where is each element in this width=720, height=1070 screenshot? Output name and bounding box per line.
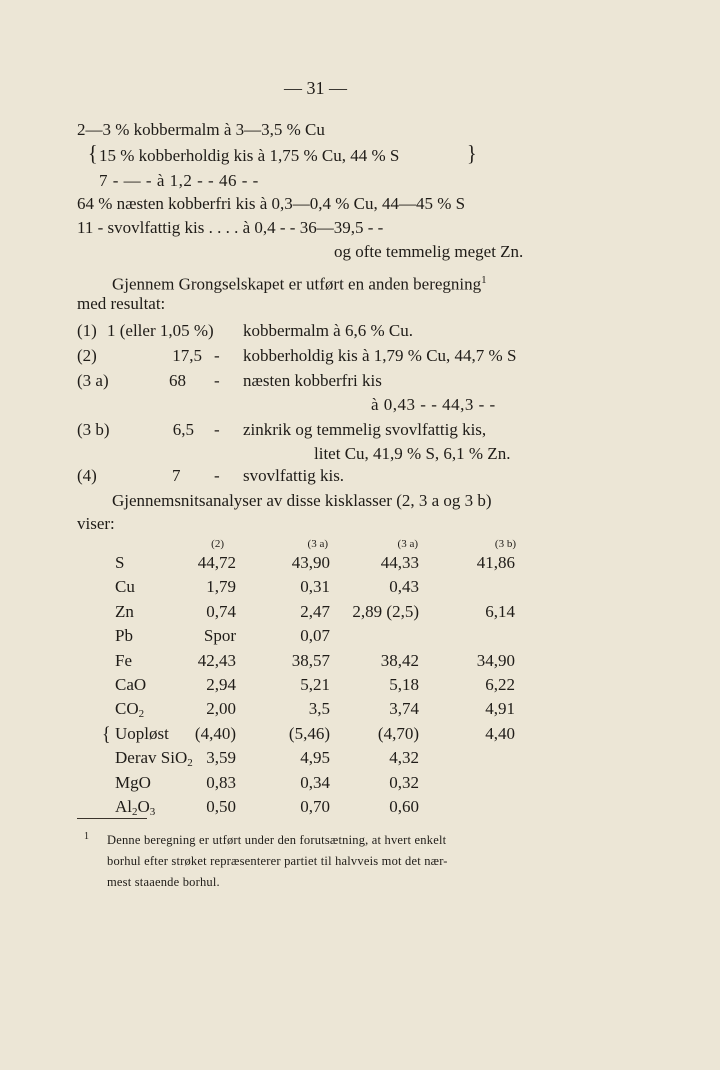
table-cell: 4,91 [485,699,515,719]
element-text: S [115,553,125,572]
paragraph-1-text: Gjennem Grongselskapet er utført en anden beregning [112,274,482,294]
column-header: (3 a) [397,538,418,550]
table-cell: 4,32 [389,748,419,768]
element-text: Derav SiO [115,748,188,768]
result-desc: kobberholdig kis à 1,79 % Cu, 44,7 % S [243,346,517,365]
table-cell: 2,89 (2,5) [352,601,419,621]
result-amount: 6,5 [172,420,194,439]
table-cell: 0,74 [206,601,236,621]
footnote-line-2: borhul efter strøket repræsenterer partiet til halvveis mot det nær- [107,854,448,868]
result-desc: kobbermalm à 6,6 % Cu. [243,321,413,340]
footnote-line-3: mest staaende borhul. [107,875,220,889]
result-num: (4) [77,466,97,485]
result-num: (3 b) [77,420,110,439]
ore-line-6: og ofte temmelig meget Zn. [334,242,524,261]
table-cell: 44,72 [197,553,236,572]
table-cell: Spor [203,626,236,646]
brace-left-icon: { [102,723,111,745]
ore-line-5: 11 - svovlfattig kis . . . . à 0,4 - - 36—39,5 - - [77,218,384,237]
element-text: CO [115,699,139,719]
element-text: Uopløst [115,723,169,743]
result-num: (2) [77,346,97,365]
element-text: MgO [115,772,151,792]
table-cell: (5,46) [288,723,330,743]
table-cell: 4,95 [300,748,330,768]
element-subscript: 2 [132,806,138,818]
result-amount: 1 (eller 1,05 %) [107,321,214,340]
table-cell: 0,43 [389,577,419,597]
table-cell: 38,57 [291,650,330,670]
element-text: Cu [115,577,135,597]
element-text: Pb [115,626,133,646]
footnote-marker: 1 [481,274,487,286]
ore-line-3: 7 - — - à 1,2 - - 46 - - [99,171,259,190]
table-cell: 0,34 [300,772,330,792]
column-header: (3 a) [307,538,328,550]
table-cell: 42,43 [197,650,236,670]
table-cell: 0,70 [300,797,330,816]
brace-left-icon: { [88,141,98,167]
element-subscript: 2 [138,708,145,721]
paragraph-2-line-2: viser: [77,514,115,533]
table-cell: 38,42 [380,650,419,670]
footnote-line-1: Denne beregning er utført under den forutsætning, at hvert enkelt [107,833,447,847]
element-text: CaO [115,675,147,694]
result-desc: næsten kobberfri kis [243,371,382,390]
result-amount: 68 [169,371,186,390]
paragraph-2-line-1: Gjennemsnitsanalyser av disse kisklasser (2, 3 a og 3 b) [112,491,492,510]
table-cell: 3,5 [308,699,330,719]
table-cell: 1,79 [206,577,236,597]
table-cell: 44,33 [380,553,419,572]
result-desc-cont: litet Cu, 41,9 % S, 6,1 % Zn. [314,444,511,463]
result-dash: - [214,371,220,390]
result-desc: zinkrik og temmelig svovlfattig kis, [243,420,487,439]
table-cell: 41,86 [476,553,515,572]
result-amount: 7 [172,466,181,485]
column-header: (3 b) [494,538,516,550]
brace-right-icon: } [467,141,477,167]
element-text: Zn [115,601,134,621]
result-desc: svovlfattig kis. [243,466,345,485]
page-number: — 31 — [284,78,347,98]
result-dash: - [214,346,220,365]
element-label [115,553,124,573]
table-cell: (4,40) [194,723,236,743]
column-header: (2) [211,538,224,550]
table-cell: 6,14 [485,601,515,621]
element-subscript: 3 [149,806,156,818]
table-cell: 4,40 [485,723,515,743]
table-cell: 34,90 [476,650,515,670]
ore-line-4: 64 % næsten kobberfri kis à 0,3—0,4 % Cu, 44—45 % S [77,194,466,213]
ore-line-2: 15 % kobberholdig kis à 1,75 % Cu, 44 % S [99,146,400,165]
table-cell: 43,90 [291,553,330,572]
table-cell: (4,70) [377,723,419,743]
table-cell: 5,18 [389,675,419,694]
result-num: (3 a) [77,371,109,390]
element-text: Fe [115,650,132,670]
table-cell: 6,22 [485,675,515,694]
table-cell: 2,94 [206,675,236,694]
element-text: O [137,797,150,816]
element-text: Al [115,797,132,816]
table-cell: 5,21 [300,675,330,694]
result-dash: - [214,466,220,485]
result-desc-cont: à 0,43 - - 44,3 - - [371,395,496,414]
table-cell: 0,07 [300,626,330,646]
table-cell: 0,32 [389,772,419,792]
table-cell: 0,60 [389,797,419,816]
table-cell: 0,83 [206,772,236,792]
footnote-mark: 1 [84,831,89,842]
paragraph-1-line-1 [112,270,487,295]
table-cell: 0,50 [206,797,236,816]
footnote-divider [77,818,147,819]
result-amount: 17,5 [172,346,202,365]
table-cell: 2,00 [206,699,236,719]
result-dash: - [214,420,220,439]
paragraph-1-line-2: med resultat: [77,294,166,313]
ore-line-1: 2—3 % kobbermalm à 3—3,5 % Cu [77,120,325,139]
element-subscript: 2 [187,757,193,770]
table-cell: 3,74 [389,699,419,719]
result-num: (1) [77,321,97,340]
table-cell: 2,47 [300,601,330,621]
table-cell: 3,59 [206,748,236,768]
table-cell: 0,31 [300,577,330,597]
